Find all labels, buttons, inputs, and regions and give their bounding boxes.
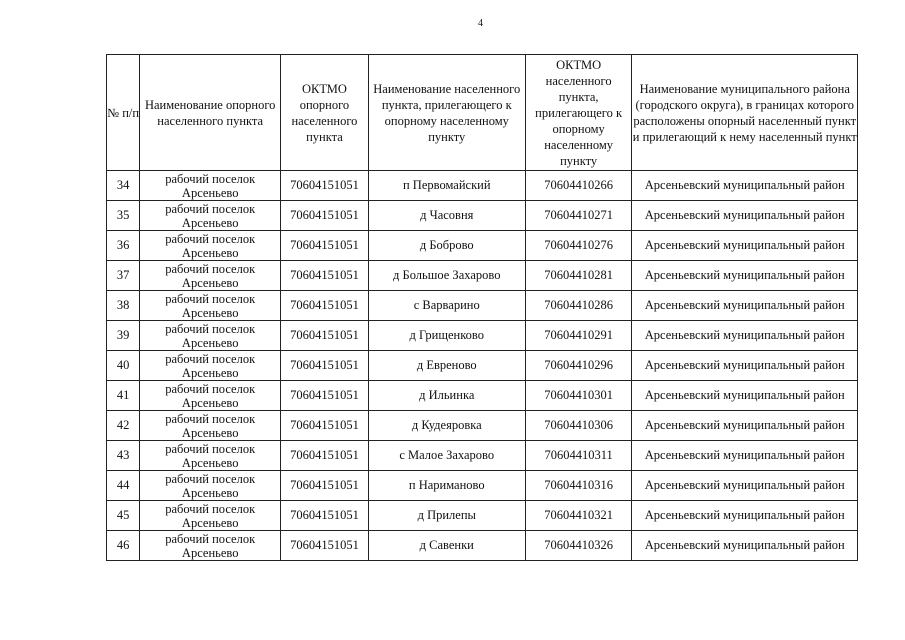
cell-number: 34 (107, 171, 140, 201)
table-row (107, 381, 858, 411)
cell-adjacent-settlement: д Боброво (368, 231, 525, 261)
cell-base-oktmo: 70604151051 (281, 471, 369, 501)
cell-number: 41 (107, 381, 140, 411)
page-number: 4 (478, 18, 483, 29)
cell-number: 43 (107, 441, 140, 471)
cell-adjacent-settlement: д Кудеяровка (368, 411, 525, 441)
table-body (107, 171, 858, 561)
cell-base-settlement: рабочий поселок Арсеньево (140, 381, 281, 411)
cell-base-oktmo: 70604151051 (281, 501, 369, 531)
cell-base-oktmo: 70604151051 (281, 171, 369, 201)
settlements-table (106, 54, 858, 561)
cell-adjacent-settlement: д Грищенково (368, 321, 525, 351)
table-row (107, 321, 858, 351)
cell-adjacent-oktmo: 70604410266 (525, 171, 632, 201)
cell-base-oktmo: 70604151051 (281, 261, 369, 291)
table-row (107, 201, 858, 231)
table-header-row (107, 55, 858, 171)
cell-base-oktmo: 70604151051 (281, 531, 369, 561)
header-number: № п/п (107, 55, 140, 171)
cell-adjacent-settlement: п Первомайский (368, 171, 525, 201)
cell-adjacent-oktmo: 70604410306 (525, 411, 632, 441)
cell-municipality: Арсеньевский муниципальный район (632, 291, 858, 321)
cell-municipality: Арсеньевский муниципальный район (632, 231, 858, 261)
cell-municipality: Арсеньевский муниципальный район (632, 531, 858, 561)
cell-number: 35 (107, 201, 140, 231)
cell-municipality: Арсеньевский муниципальный район (632, 261, 858, 291)
cell-municipality: Арсеньевский муниципальный район (632, 471, 858, 501)
cell-number: 37 (107, 261, 140, 291)
cell-number: 46 (107, 531, 140, 561)
header-base-oktmo: ОКТМО опорного населенного пункта (281, 55, 369, 171)
cell-adjacent-oktmo: 70604410301 (525, 381, 632, 411)
cell-number: 45 (107, 501, 140, 531)
cell-adjacent-oktmo: 70604410286 (525, 291, 632, 321)
cell-adjacent-settlement: д Ильинка (368, 381, 525, 411)
cell-base-settlement: рабочий поселок Арсеньево (140, 321, 281, 351)
cell-adjacent-oktmo: 70604410311 (525, 441, 632, 471)
cell-adjacent-settlement: д Евреново (368, 351, 525, 381)
cell-base-oktmo: 70604151051 (281, 411, 369, 441)
cell-municipality: Арсеньевский муниципальный район (632, 201, 858, 231)
cell-adjacent-settlement: д Большое Захарово (368, 261, 525, 291)
header-adjacent-settlement: Наименование населенного пункта, прилегающего к опорному населенному пункту (368, 55, 525, 171)
table-row (107, 531, 858, 561)
cell-number: 44 (107, 471, 140, 501)
header-adjacent-oktmo: ОКТМО населенного пункта, прилегающего к опорному населенному пункту (525, 55, 632, 171)
cell-base-settlement: рабочий поселок Арсеньево (140, 291, 281, 321)
cell-municipality: Арсеньевский муниципальный район (632, 171, 858, 201)
cell-adjacent-oktmo: 70604410316 (525, 471, 632, 501)
cell-adjacent-oktmo: 70604410291 (525, 321, 632, 351)
cell-base-oktmo: 70604151051 (281, 291, 369, 321)
table-row (107, 441, 858, 471)
cell-base-settlement: рабочий поселок Арсеньево (140, 171, 281, 201)
cell-base-oktmo: 70604151051 (281, 201, 369, 231)
table-row (107, 291, 858, 321)
cell-number: 38 (107, 291, 140, 321)
cell-base-settlement: рабочий поселок Арсеньево (140, 471, 281, 501)
cell-number: 40 (107, 351, 140, 381)
cell-base-settlement: рабочий поселок Арсеньево (140, 201, 281, 231)
cell-adjacent-oktmo: 70604410271 (525, 201, 632, 231)
cell-base-settlement: рабочий поселок Арсеньево (140, 531, 281, 561)
cell-base-oktmo: 70604151051 (281, 231, 369, 261)
cell-municipality: Арсеньевский муниципальный район (632, 381, 858, 411)
cell-adjacent-oktmo: 70604410276 (525, 231, 632, 261)
cell-number: 42 (107, 411, 140, 441)
cell-adjacent-settlement: д Савенки (368, 531, 525, 561)
cell-municipality: Арсеньевский муниципальный район (632, 321, 858, 351)
table-row (107, 501, 858, 531)
cell-base-settlement: рабочий поселок Арсеньево (140, 501, 281, 531)
cell-base-oktmo: 70604151051 (281, 441, 369, 471)
cell-base-oktmo: 70604151051 (281, 351, 369, 381)
cell-adjacent-settlement: д Часовня (368, 201, 525, 231)
table-row (107, 261, 858, 291)
table-row (107, 351, 858, 381)
cell-adjacent-oktmo: 70604410326 (525, 531, 632, 561)
cell-adjacent-oktmo: 70604410321 (525, 501, 632, 531)
cell-base-settlement: рабочий поселок Арсеньево (140, 441, 281, 471)
cell-base-oktmo: 70604151051 (281, 321, 369, 351)
cell-number: 39 (107, 321, 140, 351)
cell-municipality: Арсеньевский муниципальный район (632, 351, 858, 381)
cell-adjacent-oktmo: 70604410296 (525, 351, 632, 381)
cell-adjacent-settlement: с Малое Захарово (368, 441, 525, 471)
cell-adjacent-settlement: с Варварино (368, 291, 525, 321)
cell-base-settlement: рабочий поселок Арсеньево (140, 261, 281, 291)
table-row (107, 231, 858, 261)
cell-base-oktmo: 70604151051 (281, 381, 369, 411)
cell-number: 36 (107, 231, 140, 261)
cell-adjacent-oktmo: 70604410281 (525, 261, 632, 291)
cell-base-settlement: рабочий поселок Арсеньево (140, 411, 281, 441)
table-row (107, 471, 858, 501)
table-row (107, 411, 858, 441)
cell-municipality: Арсеньевский муниципальный район (632, 411, 858, 441)
cell-adjacent-settlement: п Нариманово (368, 471, 525, 501)
cell-municipality: Арсеньевский муниципальный район (632, 441, 858, 471)
cell-base-settlement: рабочий поселок Арсеньево (140, 351, 281, 381)
cell-base-settlement: рабочий поселок Арсеньево (140, 231, 281, 261)
table-row (107, 171, 858, 201)
header-base-settlement: Наименование опорного населенного пункта (140, 55, 281, 171)
cell-municipality: Арсеньевский муниципальный район (632, 501, 858, 531)
cell-adjacent-settlement: д Прилепы (368, 501, 525, 531)
header-municipality: Наименование муниципального района (городского округа), в границах которого расположены опорный населенный пункт и прилегающий к нему населенный пункт (632, 55, 858, 171)
